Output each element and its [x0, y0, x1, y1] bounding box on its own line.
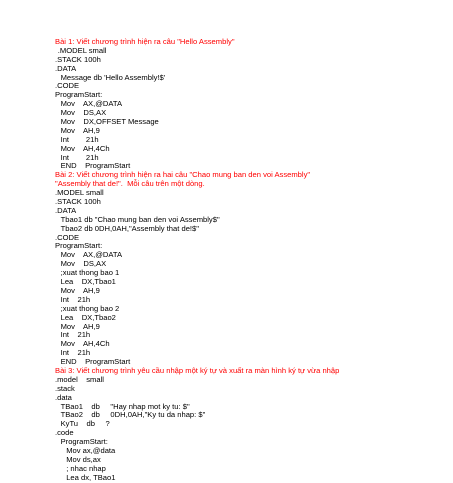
code-line: Mov DS,AX: [60, 108, 107, 118]
code-line: .MODEL small: [55, 188, 104, 198]
code-line: Mov AX,@DATA: [60, 99, 123, 109]
code-line: END ProgramStart: [60, 161, 131, 171]
code-line: Tbao1 db "Chao mung ban den voi Assembly$": [60, 214, 220, 224]
code-line: Mov ds,ax: [66, 454, 101, 464]
code-line: ProgramStart:: [60, 437, 108, 447]
code-line: Mov AX,@DATA: [60, 250, 123, 260]
code-line: .data: [55, 392, 72, 402]
code-line: .STACK 100h: [55, 54, 101, 64]
code-line: Mov AH,4Ch: [60, 143, 110, 153]
exercise-heading: "Assembly that de!". Mỗi câu trên một dòng.: [55, 179, 205, 189]
code-line: ProgramStart:: [55, 90, 103, 100]
code-line: END ProgramStart: [60, 357, 131, 367]
code-line: .MODEL small: [57, 45, 107, 55]
code-line: Mov AH,9: [60, 125, 100, 135]
code-line: TBao2 db 0DH,0AH,"Ky tu da nhap: $": [60, 410, 206, 420]
code-line: Int 21h: [60, 134, 99, 144]
code-line: Lea dx, TBao1: [66, 472, 116, 482]
code-line: ; nhac nhap: [66, 463, 106, 473]
code-line: Int 21h: [60, 152, 99, 162]
code-line: ;xuat thong bao 1: [60, 268, 120, 278]
code-line: .DATA: [55, 205, 77, 215]
exercise-heading: Bài 1: Viết chương trình hiện ra câu "Hello Assembly": [55, 37, 235, 46]
code-line: Lea DX,Tbao1: [60, 277, 116, 287]
code-line: Mov AH,4Ch: [60, 339, 110, 349]
code-line: Mov DX,OFFSET Message: [60, 117, 159, 127]
code-line: .model small: [55, 374, 104, 384]
exercise-heading: Bài 2: Viết chương trình hiện ra hai câu "Chao mung ban den voi Assembly": [55, 170, 311, 180]
code-line: Int 21h: [60, 294, 91, 304]
code-line: ProgramStart:: [55, 241, 103, 251]
code-line: Mov AH,9: [60, 285, 100, 295]
code-line: .CODE: [55, 232, 80, 242]
document-body: [55, 38, 447, 483]
code-line: Int 21h: [60, 348, 91, 358]
code-line: ;xuat thong bao 2: [60, 303, 120, 313]
code-line: TBao1 db "Hay nhap mot ky tu: $": [60, 401, 190, 411]
code-line: .STACK 100h: [55, 197, 101, 207]
code-line: .code: [55, 428, 74, 438]
code-line: Int 21h: [60, 330, 91, 340]
code-line: Mov AH,9: [60, 321, 100, 331]
code-line: KyTu db ?: [60, 419, 110, 429]
code-line: .stack: [55, 383, 75, 393]
exercise-heading: Bài 3: Viết chương trình yêu cầu nhập một ký tự và xuất ra màn hình ký tự vừa nhập: [55, 365, 340, 375]
code-line: .CODE: [55, 81, 80, 91]
code-line: Tbao2 db 0DH,0AH,"Assembly that de!$": [60, 223, 199, 233]
code-line: Mov ax,@data: [66, 445, 116, 455]
code-line: Message db 'Hello Assembly!$': [60, 72, 166, 82]
code-line: Lea DX,Tbao2: [60, 312, 116, 322]
code-line: Mov DS,AX: [60, 259, 107, 269]
code-line: .DATA: [55, 63, 77, 73]
